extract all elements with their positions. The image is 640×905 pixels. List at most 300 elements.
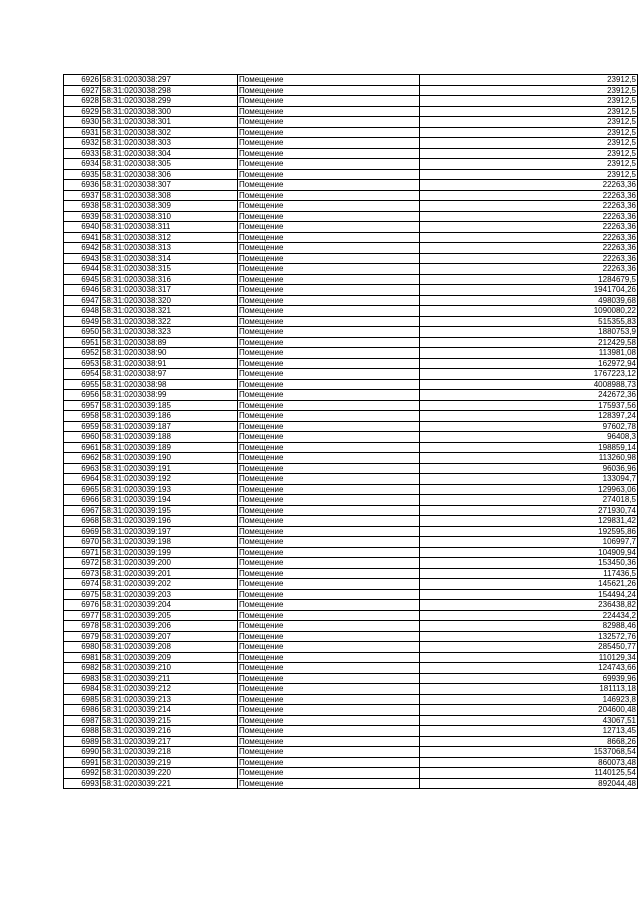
- cadastral-value-cell: 43067,51: [420, 715, 638, 726]
- cadastral-number-cell: 58:31:0203039:216: [101, 726, 238, 737]
- row-number-cell: 6983: [64, 673, 101, 684]
- cadastral-value-cell: 23912,5: [420, 127, 638, 138]
- row-number-cell: 6943: [64, 253, 101, 264]
- cadastral-value-cell: 69939,96: [420, 673, 638, 684]
- cadastral-value-cell: 22263,36: [420, 253, 638, 264]
- object-type-cell: Помещение: [238, 442, 420, 453]
- table-row: [64, 117, 638, 128]
- table-row: [64, 432, 638, 443]
- cadastral-value-cell: 23912,5: [420, 85, 638, 96]
- row-number-cell: 6949: [64, 316, 101, 327]
- object-type-cell: Помещение: [238, 127, 420, 138]
- object-type-cell: Помещение: [238, 159, 420, 170]
- table-row: [64, 348, 638, 359]
- table-row: [64, 316, 638, 327]
- cadastral-value-cell: 1140125,54: [420, 768, 638, 779]
- cadastral-value-cell: 22263,36: [420, 232, 638, 243]
- cadastral-number-cell: 58:31:0203039:198: [101, 537, 238, 548]
- table-row: [64, 715, 638, 726]
- row-number-cell: 6945: [64, 274, 101, 285]
- cadastral-number-cell: 58:31:0203038:89: [101, 337, 238, 348]
- cadastral-value-cell: 154494,24: [420, 589, 638, 600]
- row-number-cell: 6952: [64, 348, 101, 359]
- row-number-cell: 6954: [64, 369, 101, 380]
- row-number-cell: 6967: [64, 505, 101, 516]
- row-number-cell: 6972: [64, 558, 101, 569]
- table-row: [64, 180, 638, 191]
- cadastral-value-cell: 22263,36: [420, 180, 638, 191]
- cadastral-value-cell: 8668,26: [420, 736, 638, 747]
- cadastral-value-cell: 124743,66: [420, 663, 638, 674]
- table-row: [64, 421, 638, 432]
- cadastral-value-cell: 129963,06: [420, 484, 638, 495]
- table-row: [64, 558, 638, 569]
- cadastral-value-cell: 22263,36: [420, 190, 638, 201]
- cadastral-value-cell: 104909,94: [420, 547, 638, 558]
- cadastral-value-cell: 129831,42: [420, 516, 638, 527]
- row-number-cell: 6936: [64, 180, 101, 191]
- object-type-cell: Помещение: [238, 274, 420, 285]
- table-row: [64, 159, 638, 170]
- cadastral-value-cell: 96408,3: [420, 432, 638, 443]
- row-number-cell: 6951: [64, 337, 101, 348]
- row-number-cell: 6942: [64, 243, 101, 254]
- table-row: [64, 106, 638, 117]
- cadastral-number-cell: 58:31:0203039:215: [101, 715, 238, 726]
- row-number-cell: 6991: [64, 757, 101, 768]
- table-row: [64, 442, 638, 453]
- cadastral-value-cell: 133094,7: [420, 474, 638, 485]
- cadastral-number-cell: 58:31:0203039:194: [101, 495, 238, 506]
- row-number-cell: 6933: [64, 148, 101, 159]
- cadastral-number-cell: 58:31:0203039:188: [101, 432, 238, 443]
- cadastral-value-cell: 4008988,73: [420, 379, 638, 390]
- cadastral-value-cell: 23912,5: [420, 106, 638, 117]
- row-number-cell: 6988: [64, 726, 101, 737]
- table-row: [64, 505, 638, 516]
- cadastral-value-cell: 22263,36: [420, 211, 638, 222]
- table-row: [64, 85, 638, 96]
- cadastral-number-cell: 58:31:0203039:185: [101, 400, 238, 411]
- cadastral-value-cell: 110129,34: [420, 652, 638, 663]
- cadastral-value-cell: 22263,36: [420, 264, 638, 275]
- cadastral-number-cell: 58:31:0203039:217: [101, 736, 238, 747]
- object-type-cell: Помещение: [238, 201, 420, 212]
- row-number-cell: 6973: [64, 568, 101, 579]
- object-type-cell: Помещение: [238, 85, 420, 96]
- row-number-cell: 6976: [64, 600, 101, 611]
- cadastral-value-cell: 23912,5: [420, 96, 638, 107]
- cadastral-number-cell: 58:31:0203039:187: [101, 421, 238, 432]
- object-type-cell: Помещение: [238, 484, 420, 495]
- cadastral-number-cell: 58:31:0203038:309: [101, 201, 238, 212]
- cadastral-value-cell: 271930,74: [420, 505, 638, 516]
- row-number-cell: 6934: [64, 159, 101, 170]
- object-type-cell: Помещение: [238, 715, 420, 726]
- object-type-cell: Помещение: [238, 747, 420, 758]
- cadastral-number-cell: 58:31:0203039:197: [101, 526, 238, 537]
- cadastral-value-cell: 23912,5: [420, 138, 638, 149]
- cadastral-number-cell: 58:31:0203038:304: [101, 148, 238, 159]
- cadastral-value-cell: 498039,68: [420, 295, 638, 306]
- cadastral-number-cell: 58:31:0203038:314: [101, 253, 238, 264]
- row-number-cell: 6950: [64, 327, 101, 338]
- object-type-cell: Помещение: [238, 106, 420, 117]
- table-row: [64, 684, 638, 695]
- row-number-cell: 6946: [64, 285, 101, 296]
- table-row: [64, 768, 638, 779]
- object-type-cell: Помещение: [238, 736, 420, 747]
- cadastral-value-cell: 236438,82: [420, 600, 638, 611]
- cadastral-value-table: [63, 74, 638, 789]
- cadastral-number-cell: 58:31:0203038:313: [101, 243, 238, 254]
- cadastral-number-cell: 58:31:0203039:221: [101, 778, 238, 789]
- cadastral-number-cell: 58:31:0203039:207: [101, 631, 238, 642]
- cadastral-number-cell: 58:31:0203038:308: [101, 190, 238, 201]
- cadastral-number-cell: 58:31:0203039:203: [101, 589, 238, 600]
- object-type-cell: Помещение: [238, 547, 420, 558]
- row-number-cell: 6979: [64, 631, 101, 642]
- cadastral-number-cell: 58:31:0203039:200: [101, 558, 238, 569]
- table-row: [64, 694, 638, 705]
- row-number-cell: 6939: [64, 211, 101, 222]
- cadastral-value-cell: 23912,5: [420, 159, 638, 170]
- cadastral-number-cell: 58:31:0203038:297: [101, 75, 238, 86]
- row-number-cell: 6981: [64, 652, 101, 663]
- row-number-cell: 6937: [64, 190, 101, 201]
- row-number-cell: 6986: [64, 705, 101, 716]
- row-number-cell: 6928: [64, 96, 101, 107]
- cadastral-value-cell: 1941704,26: [420, 285, 638, 296]
- cadastral-value-cell: 128397,24: [420, 411, 638, 422]
- object-type-cell: Помещение: [238, 600, 420, 611]
- table-row: [64, 148, 638, 159]
- cadastral-number-cell: 58:31:0203038:306: [101, 169, 238, 180]
- cadastral-value-cell: 212429,58: [420, 337, 638, 348]
- cadastral-value-cell: 198859,14: [420, 442, 638, 453]
- table-row: [64, 201, 638, 212]
- cadastral-value-cell: 181113,18: [420, 684, 638, 695]
- row-number-cell: 6932: [64, 138, 101, 149]
- cadastral-number-cell: 58:31:0203039:206: [101, 621, 238, 632]
- object-type-cell: Помещение: [238, 579, 420, 590]
- object-type-cell: Помещение: [238, 117, 420, 128]
- table-body: [64, 75, 638, 789]
- row-number-cell: 6931: [64, 127, 101, 138]
- table-row: [64, 579, 638, 590]
- cadastral-value-cell: 22263,36: [420, 222, 638, 233]
- row-number-cell: 6964: [64, 474, 101, 485]
- row-number-cell: 6966: [64, 495, 101, 506]
- table-row: [64, 705, 638, 716]
- object-type-cell: Помещение: [238, 432, 420, 443]
- cadastral-number-cell: 58:31:0203039:201: [101, 568, 238, 579]
- table-row: [64, 222, 638, 233]
- cadastral-number-cell: 58:31:0203038:323: [101, 327, 238, 338]
- table-row: [64, 663, 638, 674]
- table-row: [64, 621, 638, 632]
- object-type-cell: Помещение: [238, 358, 420, 369]
- row-number-cell: 6944: [64, 264, 101, 275]
- cadastral-value-cell: 1537068,54: [420, 747, 638, 758]
- cadastral-value-cell: 23912,5: [420, 148, 638, 159]
- row-number-cell: 6982: [64, 663, 101, 674]
- cadastral-number-cell: 58:31:0203039:219: [101, 757, 238, 768]
- cadastral-value-cell: 224434,2: [420, 610, 638, 621]
- object-type-cell: Помещение: [238, 474, 420, 485]
- row-number-cell: 6975: [64, 589, 101, 600]
- object-type-cell: Помещение: [238, 243, 420, 254]
- row-number-cell: 6961: [64, 442, 101, 453]
- cadastral-number-cell: 58:31:0203039:191: [101, 463, 238, 474]
- row-number-cell: 6958: [64, 411, 101, 422]
- object-type-cell: Помещение: [238, 642, 420, 653]
- row-number-cell: 6955: [64, 379, 101, 390]
- object-type-cell: Помещение: [238, 400, 420, 411]
- table-row: [64, 526, 638, 537]
- table-row: [64, 138, 638, 149]
- table-row: [64, 285, 638, 296]
- cadastral-number-cell: 58:31:0203038:317: [101, 285, 238, 296]
- table-row: [64, 337, 638, 348]
- cadastral-number-cell: 58:31:0203039:209: [101, 652, 238, 663]
- cadastral-value-cell: 204600,48: [420, 705, 638, 716]
- object-type-cell: Помещение: [238, 96, 420, 107]
- table-row: [64, 474, 638, 485]
- cadastral-number-cell: 58:31:0203038:303: [101, 138, 238, 149]
- cadastral-number-cell: 58:31:0203038:97: [101, 369, 238, 380]
- object-type-cell: Помещение: [238, 421, 420, 432]
- table-row: [64, 411, 638, 422]
- object-type-cell: Помещение: [238, 379, 420, 390]
- row-number-cell: 6962: [64, 453, 101, 464]
- cadastral-value-cell: 97602,78: [420, 421, 638, 432]
- row-number-cell: 6978: [64, 621, 101, 632]
- table-row: [64, 453, 638, 464]
- cadastral-number-cell: 58:31:0203038:302: [101, 127, 238, 138]
- table-row: [64, 726, 638, 737]
- cadastral-number-cell: 58:31:0203038:320: [101, 295, 238, 306]
- object-type-cell: Помещение: [238, 453, 420, 464]
- row-number-cell: 6957: [64, 400, 101, 411]
- cadastral-number-cell: 58:31:0203039:189: [101, 442, 238, 453]
- row-number-cell: 6960: [64, 432, 101, 443]
- table-row: [64, 243, 638, 254]
- object-type-cell: Помещение: [238, 411, 420, 422]
- table-row: [64, 568, 638, 579]
- table-row: [64, 484, 638, 495]
- object-type-cell: Помещение: [238, 369, 420, 380]
- cadastral-number-cell: 58:31:0203038:301: [101, 117, 238, 128]
- table-row: [64, 778, 638, 789]
- row-number-cell: 6927: [64, 85, 101, 96]
- object-type-cell: Помещение: [238, 663, 420, 674]
- cadastral-value-cell: 23912,5: [420, 75, 638, 86]
- cadastral-value-cell: 1880753,9: [420, 327, 638, 338]
- cadastral-number-cell: 58:31:0203038:298: [101, 85, 238, 96]
- table-row: [64, 306, 638, 317]
- cadastral-value-cell: 22263,36: [420, 201, 638, 212]
- cadastral-value-cell: 1284679,5: [420, 274, 638, 285]
- table-row: [64, 600, 638, 611]
- row-number-cell: 6940: [64, 222, 101, 233]
- object-type-cell: Помещение: [238, 589, 420, 600]
- cadastral-number-cell: 58:31:0203038:310: [101, 211, 238, 222]
- table-row: [64, 747, 638, 758]
- object-type-cell: Помещение: [238, 621, 420, 632]
- row-number-cell: 6977: [64, 610, 101, 621]
- cadastral-number-cell: 58:31:0203039:202: [101, 579, 238, 590]
- object-type-cell: Помещение: [238, 337, 420, 348]
- row-number-cell: 6947: [64, 295, 101, 306]
- row-number-cell: 6953: [64, 358, 101, 369]
- cadastral-value-cell: 23912,5: [420, 169, 638, 180]
- cadastral-number-cell: 58:31:0203038:322: [101, 316, 238, 327]
- cadastral-number-cell: 58:31:0203038:300: [101, 106, 238, 117]
- object-type-cell: Помещение: [238, 211, 420, 222]
- row-number-cell: 6980: [64, 642, 101, 653]
- cadastral-number-cell: 58:31:0203039:205: [101, 610, 238, 621]
- row-number-cell: 6974: [64, 579, 101, 590]
- object-type-cell: Помещение: [238, 537, 420, 548]
- table-row: [64, 295, 638, 306]
- cadastral-value-cell: 96036,96: [420, 463, 638, 474]
- cadastral-value-cell: 132572,76: [420, 631, 638, 642]
- object-type-cell: Помещение: [238, 232, 420, 243]
- table-row: [64, 736, 638, 747]
- table-row: [64, 327, 638, 338]
- row-number-cell: 6984: [64, 684, 101, 695]
- table-row: [64, 190, 638, 201]
- table-row: [64, 211, 638, 222]
- cadastral-number-cell: 58:31:0203039:192: [101, 474, 238, 485]
- cadastral-number-cell: 58:31:0203038:307: [101, 180, 238, 191]
- cadastral-number-cell: 58:31:0203038:321: [101, 306, 238, 317]
- table-row: [64, 463, 638, 474]
- cadastral-value-cell: 106997,7: [420, 537, 638, 548]
- cadastral-number-cell: 58:31:0203039:195: [101, 505, 238, 516]
- row-number-cell: 6938: [64, 201, 101, 212]
- table-row: [64, 379, 638, 390]
- row-number-cell: 6930: [64, 117, 101, 128]
- cadastral-value-cell: 23912,5: [420, 117, 638, 128]
- object-type-cell: Помещение: [238, 390, 420, 401]
- cadastral-number-cell: 58:31:0203038:311: [101, 222, 238, 233]
- object-type-cell: Помещение: [238, 526, 420, 537]
- object-type-cell: Помещение: [238, 463, 420, 474]
- object-type-cell: Помещение: [238, 138, 420, 149]
- cadastral-number-cell: 58:31:0203038:91: [101, 358, 238, 369]
- object-type-cell: Помещение: [238, 705, 420, 716]
- cadastral-number-cell: 58:31:0203039:210: [101, 663, 238, 674]
- cadastral-number-cell: 58:31:0203039:199: [101, 547, 238, 558]
- cadastral-number-cell: 58:31:0203038:90: [101, 348, 238, 359]
- object-type-cell: Помещение: [238, 148, 420, 159]
- cadastral-number-cell: 58:31:0203038:98: [101, 379, 238, 390]
- row-number-cell: 6992: [64, 768, 101, 779]
- row-number-cell: 6929: [64, 106, 101, 117]
- cadastral-number-cell: 58:31:0203039:211: [101, 673, 238, 684]
- cadastral-number-cell: 58:31:0203039:196: [101, 516, 238, 527]
- object-type-cell: Помещение: [238, 222, 420, 233]
- table-row: [64, 390, 638, 401]
- object-type-cell: Помещение: [238, 768, 420, 779]
- object-type-cell: Помещение: [238, 610, 420, 621]
- table-row: [64, 537, 638, 548]
- cadastral-value-cell: 117436,5: [420, 568, 638, 579]
- object-type-cell: Помещение: [238, 306, 420, 317]
- row-number-cell: 6990: [64, 747, 101, 758]
- cadastral-value-cell: 892044,48: [420, 778, 638, 789]
- cadastral-value-cell: 860073,48: [420, 757, 638, 768]
- cadastral-value-cell: 113260,98: [420, 453, 638, 464]
- row-number-cell: 6959: [64, 421, 101, 432]
- table-row: [64, 232, 638, 243]
- row-number-cell: 6968: [64, 516, 101, 527]
- table-row: [64, 75, 638, 86]
- table-row: [64, 127, 638, 138]
- row-number-cell: 6956: [64, 390, 101, 401]
- table-row: [64, 96, 638, 107]
- row-number-cell: 6941: [64, 232, 101, 243]
- row-number-cell: 6971: [64, 547, 101, 558]
- object-type-cell: Помещение: [238, 295, 420, 306]
- row-number-cell: 6985: [64, 694, 101, 705]
- cadastral-value-cell: 22263,36: [420, 243, 638, 254]
- cadastral-value-cell: 145621,26: [420, 579, 638, 590]
- object-type-cell: Помещение: [238, 516, 420, 527]
- cadastral-number-cell: 58:31:0203039:218: [101, 747, 238, 758]
- row-number-cell: 6926: [64, 75, 101, 86]
- row-number-cell: 6987: [64, 715, 101, 726]
- table-row: [64, 652, 638, 663]
- table-row: [64, 757, 638, 768]
- table-row: [64, 400, 638, 411]
- cadastral-number-cell: 58:31:0203038:305: [101, 159, 238, 170]
- table-row: [64, 642, 638, 653]
- table-row: [64, 358, 638, 369]
- table-row: [64, 169, 638, 180]
- table-row: [64, 369, 638, 380]
- object-type-cell: Помещение: [238, 568, 420, 579]
- table-row: [64, 274, 638, 285]
- object-type-cell: Помещение: [238, 180, 420, 191]
- cadastral-number-cell: 58:31:0203039:208: [101, 642, 238, 653]
- cadastral-value-cell: 1767223,12: [420, 369, 638, 380]
- row-number-cell: 6969: [64, 526, 101, 537]
- cadastral-number-cell: 58:31:0203038:99: [101, 390, 238, 401]
- cadastral-number-cell: 58:31:0203038:316: [101, 274, 238, 285]
- object-type-cell: Помещение: [238, 757, 420, 768]
- cadastral-value-cell: 175937,56: [420, 400, 638, 411]
- cadastral-value-cell: 515355,83: [420, 316, 638, 327]
- cadastral-number-cell: 58:31:0203039:220: [101, 768, 238, 779]
- object-type-cell: Помещение: [238, 264, 420, 275]
- cadastral-number-cell: 58:31:0203038:312: [101, 232, 238, 243]
- cadastral-number-cell: 58:31:0203038:315: [101, 264, 238, 275]
- object-type-cell: Помещение: [238, 327, 420, 338]
- row-number-cell: 6989: [64, 736, 101, 747]
- cadastral-number-cell: 58:31:0203039:213: [101, 694, 238, 705]
- row-number-cell: 6965: [64, 484, 101, 495]
- row-number-cell: 6935: [64, 169, 101, 180]
- table-row: [64, 631, 638, 642]
- object-type-cell: Помещение: [238, 652, 420, 663]
- object-type-cell: Помещение: [238, 348, 420, 359]
- cadastral-value-cell: 12713,45: [420, 726, 638, 737]
- cadastral-value-cell: 192595,86: [420, 526, 638, 537]
- object-type-cell: Помещение: [238, 75, 420, 86]
